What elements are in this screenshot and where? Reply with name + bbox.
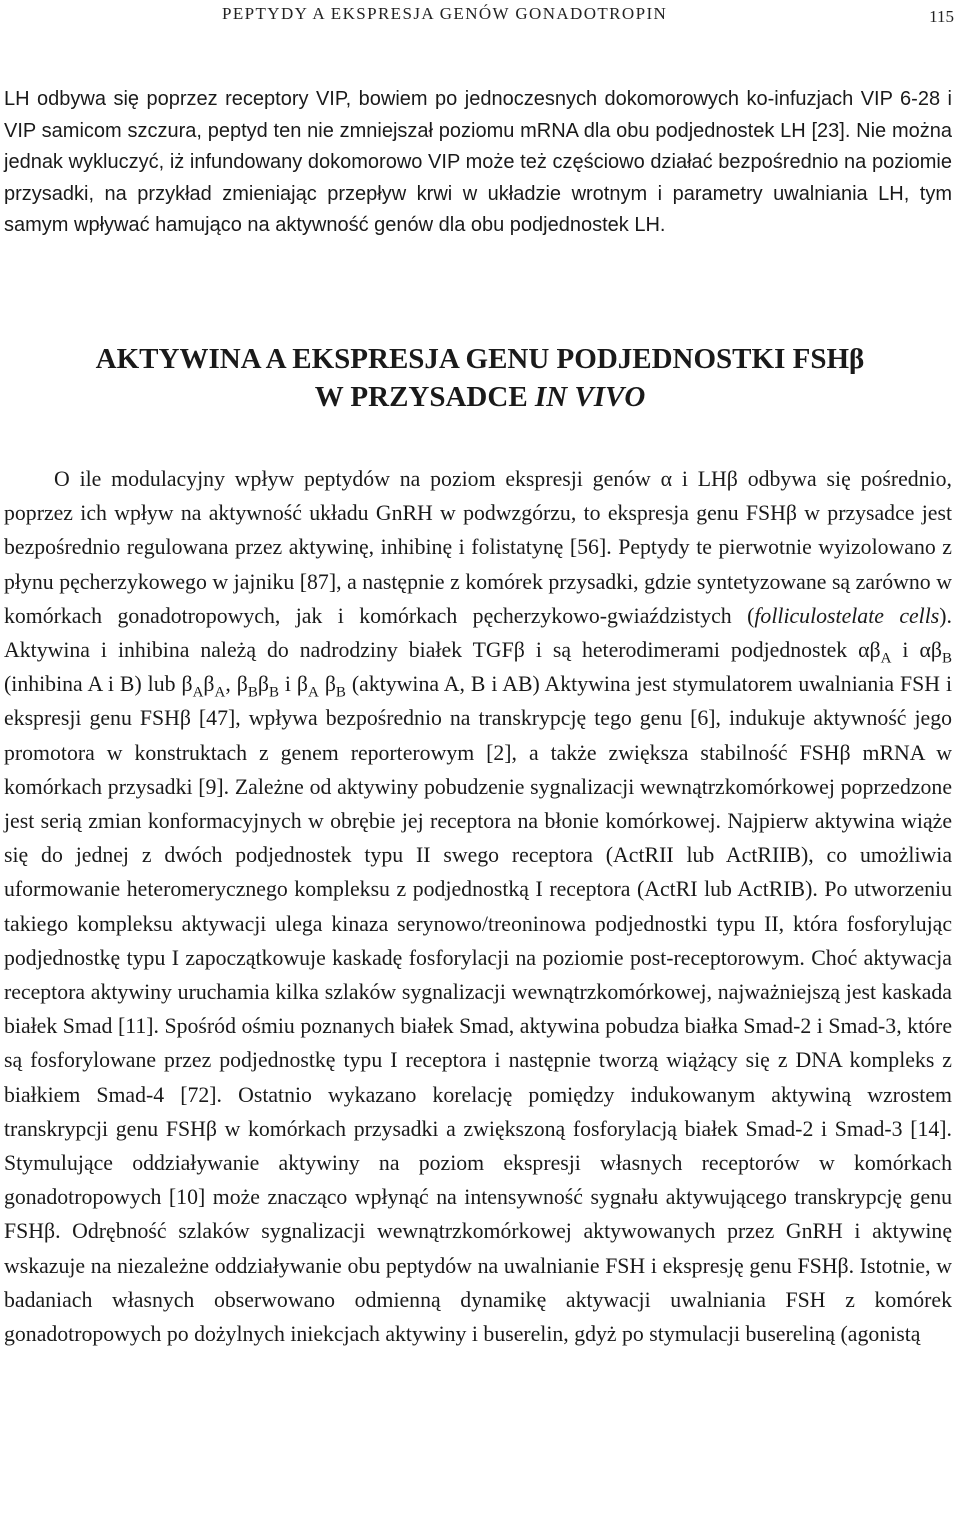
text-run: i αβ xyxy=(891,638,942,663)
paragraph-continuation: LH odbywa się poprzez receptory VIP, bowiem po jednoczesnych dokomorowych ko-infuzjach VIP 6-28 i VIP samicom szczura, peptyd ten nie zmniejszał poziomu mRNA dla obu podjednostek LH [23]. Nie można jednak wykluczyć, iż infundowany dokomorowo VIP może też częściowo działać bezpośrednio na poziomie przysadki, na przykład zmieniając przepływ krwi w układzie wrotnym i parametry uwalniania LH, tym samym wpływać hamująco na aktywność genów dla obu podjednostek LH. xyxy=(4,88,952,237)
heading-line-2-prefix: W PRZYSADCE xyxy=(314,381,535,413)
page-header xyxy=(0,0,960,40)
heading-line-1: AKTYWINA A EKSPRESJA GENU PODJEDNOSTKI FSHβ xyxy=(95,343,865,375)
subscript: A xyxy=(308,684,319,701)
subscript: B xyxy=(247,684,258,701)
subscript: A xyxy=(880,650,892,667)
page-number: 115 xyxy=(929,7,954,26)
text-run: β xyxy=(257,672,269,697)
subscript: B xyxy=(941,650,952,667)
section-heading xyxy=(0,340,960,416)
text-run: (inhibina A i B) lub β xyxy=(4,672,193,697)
paragraph-main xyxy=(4,462,952,1351)
text-run: O ile modulacyjny wpływ peptydów na poziom ekspresji genów α i LHβ odbywa się pośrednio, poprzez ich wpływ na aktywność układu GnRH w podwzgórzu, to ekspresja genu FSHβ w przysadce jest bezpośrednio regulowana przez aktywinę, inhibinę i folistatynę [56]. Peptydy te pierwotnie wyizolowano z płynu pęcherzykowego w jajniku [87], a następnie z komórek przysadki, gdzie syntetyzowane są zarówno w komórkach gonadotropowych, jak i komórkach pęcherzykowo-gwiaździstych ( xyxy=(4,467,952,628)
subscript: A xyxy=(192,684,204,701)
text-run: , β xyxy=(225,672,248,697)
text-run: i β xyxy=(278,672,309,697)
subscript: B xyxy=(335,684,346,701)
subscript: A xyxy=(214,684,226,701)
subscript: B xyxy=(268,684,279,701)
text-run: β xyxy=(203,672,215,697)
text-run: β xyxy=(318,672,336,697)
italic-term: folliculostelate cells xyxy=(754,603,940,628)
running-title: PEPTYDY A EKSPRESJA GENÓW GONADOTROPIN xyxy=(222,4,668,23)
text-run: (aktywina A, B i AB) Aktywina jest stymulatorem uwalniania FSH i ekspresji genu FSHβ [47], wpływa bezpośrednio na transkrypcję tego genu [6], indukuje aktywność jego promotora w konstruktach z genem reporterowym [2], a także zwiększa stabilność FSHβ mRNA w komórkach przysadki [9]. Zależne od aktywiny pobudzenie sygnalizacji wewnątrzkomórkowej poprzedzone jest serią zmian konformacyjnych w obrębie jej receptora na błonie komórkowej. Najpierw aktywina wiąże się do jednej z dwóch podjednostek typu II swego receptora (ActRII lub ActRIIB), co umożliwia uformowanie heteromerycznego kompleksu z podjednostką I receptora (ActRI lub ActRIB). Po utworzeniu takiego kompleksu aktywacji ulega kinaza serynowo/treoninowa podjednostki typu II, która fosforylując podjednostkę typu I zapoczątkowuje kaskadę fosforylacji na poziomie post-receptorowym. Choć aktywacja receptora aktywiny uruchamia kilka szlaków sygnalizacji wewnątrzkomórkowej, najważniejszą jest kaskada białek Smad [11]. Spośród ośmiu poznanych białek Smad, aktywina pobudza białka Smad-2 i Smad-3, które są fosforylowane przez podjednostkę typu I receptora i następnie tworzą wiążący się z DNA kompleks z białkiem Smad-4 [72]. Ostatnio wykazano korelację pomiędzy indukowanym aktywiną wzrostem transkrypcji genu FSHβ w komórkach przysadki a zwiększoną fosforylacją białek Smad-2 i Smad-3 [14]. Stymulujące oddziaływanie aktywiny na poziom ekspresji własnych receptorów w komórkach gonadotropowych [10] może znacząco wpłynąć na intensywność sygnału aktywującego transkrypcję genu FSHβ. Odrębność szlaków sygnalizacji wewnątrzkomórkowej aktywowanych przez GnRH i aktywinę wskazuje na niezależne oddziaływanie obu peptydów na uwalnianie FSH i ekspresję genu FSHβ. Istotnie, w badaniach własnych obserwowano odmienną dynamikę aktywacji uwalniania FSH z komórek gonadotropowych po dożylnych iniekcjach aktywiny i buserelin, gdyż po stymulacji busereliną (agonistą xyxy=(4,672,953,1347)
heading-line-2-italic: IN VIVO xyxy=(534,381,646,413)
text-run: ). Aktywina i inhibina należą do nadrodziny białek TGFβ i są heterodimerami podjednostek αβ xyxy=(4,603,952,663)
